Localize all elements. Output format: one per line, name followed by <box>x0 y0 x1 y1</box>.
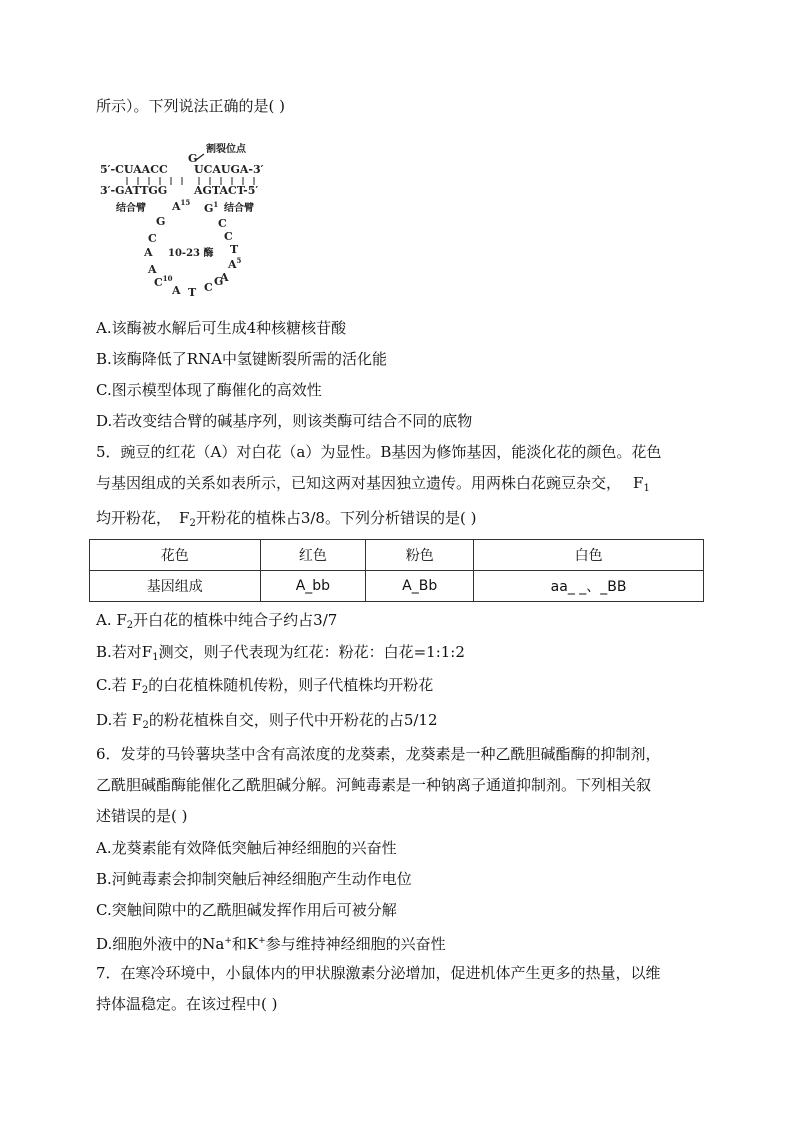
loop-letter: C <box>148 232 157 245</box>
loop-letter: A <box>172 284 181 297</box>
q5-option-b: B.若对$F_1$测交，则子代表现为红花：粉花：白花=1:1:2 <box>96 643 465 663</box>
q6-line-1: 6．发芽的马铃薯块茎中含有高浓度的龙葵素，龙葵素是一种乙酰胆碱酯酶的抑制剂， <box>96 745 661 763</box>
intro-line: 所示）。下列说法正确的是( ) <box>96 97 285 115</box>
q6-line-3: 述错误的是( ) <box>96 807 188 825</box>
table-cell: 红色 <box>260 540 366 571</box>
loop-letter: T <box>188 286 197 299</box>
loop-letter: A <box>144 246 153 259</box>
loop-letter: C <box>218 217 227 230</box>
flower-gene-table <box>89 539 704 602</box>
loop-letter: A <box>148 263 157 276</box>
table-cell: A_bb <box>260 571 366 602</box>
bottom-strand-right: AGTACT-5′ <box>194 184 259 197</box>
q6-option-c: C.突触间隙中的乙酰胆碱发挥作用后可被分解 <box>96 901 397 919</box>
loop-letter: C <box>204 281 213 294</box>
q4-option-a: A.该酶被水解后可生成4种核糖核苷酸 <box>96 319 347 337</box>
q5-line-1: 5．豌豆的红花（A）对白花（a）为显性。B基因为修饰基因，能淡化花的颜色。花色 <box>96 443 662 461</box>
q6-option-a: A.龙葵素能有效降低突触后神经细胞的兴奋性 <box>96 839 397 857</box>
arm-left-label: 结合臂 <box>116 203 146 214</box>
table-cell: 花色 <box>90 540 261 571</box>
loop-letter: A <box>220 271 229 284</box>
q4-option-d: D.若改变结合臂的碱基序列，则该类酶可结合不同的底物 <box>96 412 473 430</box>
q5-option-d: D.若 $F_2$的粉花植株自交，则子代中开粉花的占5/12 <box>96 711 438 731</box>
q7-line-2: 持体温稳定。在该过程中( ) <box>96 995 278 1013</box>
table-cell: A_Bb <box>366 571 474 602</box>
arm-right-label: 结合臂 <box>224 203 254 214</box>
top-strand-right: UCAUGA-3′ <box>194 163 264 176</box>
loop-letter: T <box>230 243 239 256</box>
cleavage-base: G <box>188 152 198 165</box>
q5-line-2: 与基因组成的关系如表所示，已知这两对基因独立遗传。用两株白花豌豆杂交， $F_1$ <box>96 474 650 494</box>
q5-line-3: 均开粉花， $F_2$开粉花的植株占3/8。下列分析错误的是( ) <box>96 509 477 529</box>
table-cell: 基因组成 <box>90 571 261 602</box>
table-row <box>90 540 704 571</box>
q6-line-2: 乙酰胆碱酯酶能催化乙酰胆碱分解。河鲀毒素是一种钠离子通道抑制剂。下列相关叙 <box>96 776 652 794</box>
q4-option-b: B.该酶降低了RNA中氢键断裂所需的活化能 <box>96 350 388 368</box>
loop-letter: $A^5$ <box>228 256 242 271</box>
q4-option-c: C.图示模型体现了酶催化的高效性 <box>96 381 322 399</box>
bottom-strand: 3′-GATTGG <box>100 184 168 197</box>
q5-option-a: A. $F_2$开白花的植株中纯合子约占3/7 <box>96 611 338 631</box>
table-cell: 白色 <box>474 540 704 571</box>
q6-option-d: D.细胞外液中的Na+和K+参与维持神经细胞的兴奋性 <box>96 935 446 953</box>
table-cell: 粉色 <box>366 540 474 571</box>
q5-option-c: C.若 $F_2$的白花植株随机传粉，则子代植株均开粉花 <box>96 676 434 696</box>
table-row <box>90 571 704 602</box>
loop-g1: $G^1$ <box>204 200 219 215</box>
loop-letter: G <box>156 215 166 228</box>
cleavage-label: 割裂位点 <box>206 144 246 155</box>
q7-line-1: 7．在寒冷环境中，小鼠体内的甲状腺激素分泌增加，促进机体产生更多的热量，以维 <box>96 964 661 982</box>
loop-a15: $A^{15}$ <box>172 198 191 213</box>
q6-option-b: B.河鲀毒素会抑制突触后神经细胞产生动作电位 <box>96 870 412 888</box>
loop-letter: $C^{10}$ <box>154 274 173 289</box>
table-cell: aa_ _、_BB <box>474 571 704 602</box>
ribozyme-diagram <box>96 132 296 307</box>
top-strand: 5′-CUAACC <box>100 163 168 176</box>
loop-letter: C <box>224 230 233 243</box>
loop-letter: G <box>214 275 224 288</box>
enzyme-label: 10-23 酶 <box>168 248 214 259</box>
